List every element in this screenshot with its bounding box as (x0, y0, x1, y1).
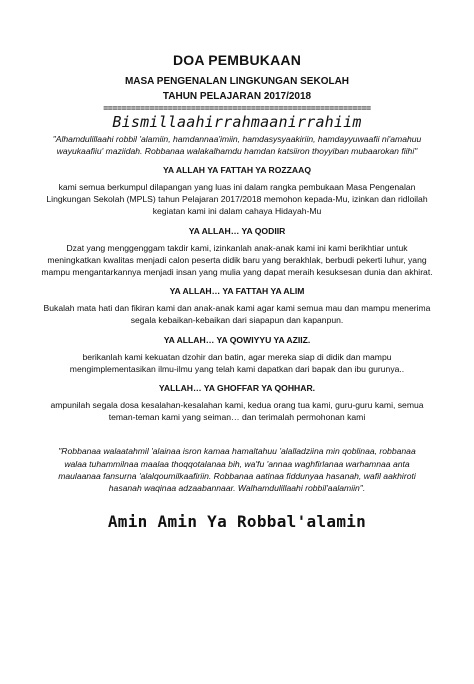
prayer-section (40, 165, 434, 218)
section-heading: YA ALLAH… YA QODIIR (188, 225, 286, 236)
prayer-section (40, 383, 434, 423)
document-page (0, 52, 474, 684)
section-text: kami semua berkumpul dilapangan yang luas ini dalam rangka pembukaan Masa Pengenalan Lingkungan Sekolah (MPLS) tahun Pelajaran 2017/2018 memohon kepada-Mu, izinkan dan ridloilah kegiatan kami ini dalam cahaya Hidayah-Mu (46, 182, 428, 217)
section-text: berikanlah kami kekuatan dzohir dan batin, agar mereka siap di didik dan mampu mengimplementasikan ilmu-ilmu yang telah kami dapatkan dari bapak dan ibu gurunya.. (69, 351, 405, 374)
opening-praise: "Alhamdulillaahi robbil 'alamiin, hamdannaa'imiin, hamdasysyaakiriin, hamdayyuwaafii ni'amahuu wayukaafiiu' maziidah. Robbanaa walakalhamdu hamdan katsiiron thoyyiban mubaarokan fiihi" (52, 134, 422, 156)
amin-line: Amin Amin Ya Robbal'alamin (107, 512, 367, 532)
section-text: Bukalah mata hati dan fikiran kami dan anak-anak kami agar kami semua mau dan mampu menerima segala kebaikan-kebaikan dari siapapun dan kapanpun. (43, 303, 431, 326)
prayer-section (40, 286, 434, 326)
document-title: DOA PEMBUKAAN (172, 52, 302, 68)
section-heading: YA ALLAH… YA FATTAH YA ALIM (169, 286, 305, 297)
section-heading: YA ALLAH… YA QOWIYYU YA AZIIZ. (163, 334, 311, 345)
section-heading: YALLAH… YA GHOFFAR YA QOHHAR. (158, 383, 316, 394)
prayer-section (40, 335, 434, 375)
divider-line: ========================================================== (103, 103, 371, 113)
closing-prayer: "Robbanaa walaatahmil 'alainaa isron kamaa hamaltahuu 'alalladziina min qoblinaa, robbanaa walaa tuhammilnaa maalaa thoqqotalanaa bih, wa'fu 'annaa waghfirlanaa warhamnaa anta maulaanaa fansurna 'alalqoumilkaafiriin. Robbanaa aatinaa fiddunyaa hasanah, wafil aakhiroti hasanah waqinaa adzaabannaar. Walhamdulillaahi robbil'aalamiin". (58, 446, 416, 494)
section-heading: YA ALLAH YA FATTAH YA ROZZAAQ (162, 165, 312, 175)
bismillah-heading: Bismillaahirrahmaanirrahiim (112, 113, 362, 131)
document-year: TAHUN PELAJARAN 2017/2018 (162, 91, 312, 102)
section-text: ampunilah segala dosa kesalahan-kesalahan kami, kedua orang tua kami, guru-guru kami, semua teman-teman kami yang seiman… dan terimalah permohonan kami (50, 400, 424, 423)
section-text: Dzat yang menggenggam takdir kami, izinkanlah anak-anak kami ini kami berikhtiar untuk meningkatkan kwalitas menjadi calon peserta didik baru yang berakhlak, berbudi pekerti luhur, yang mampu mengantarkannya menjadi insan yang mulia yang dapat meraih kesuksesan dunia dan akhirat. (41, 242, 433, 278)
prayer-section (40, 226, 434, 279)
document-subtitle: MASA PENGENALAN LINGKUNGAN SEKOLAH (124, 76, 350, 87)
